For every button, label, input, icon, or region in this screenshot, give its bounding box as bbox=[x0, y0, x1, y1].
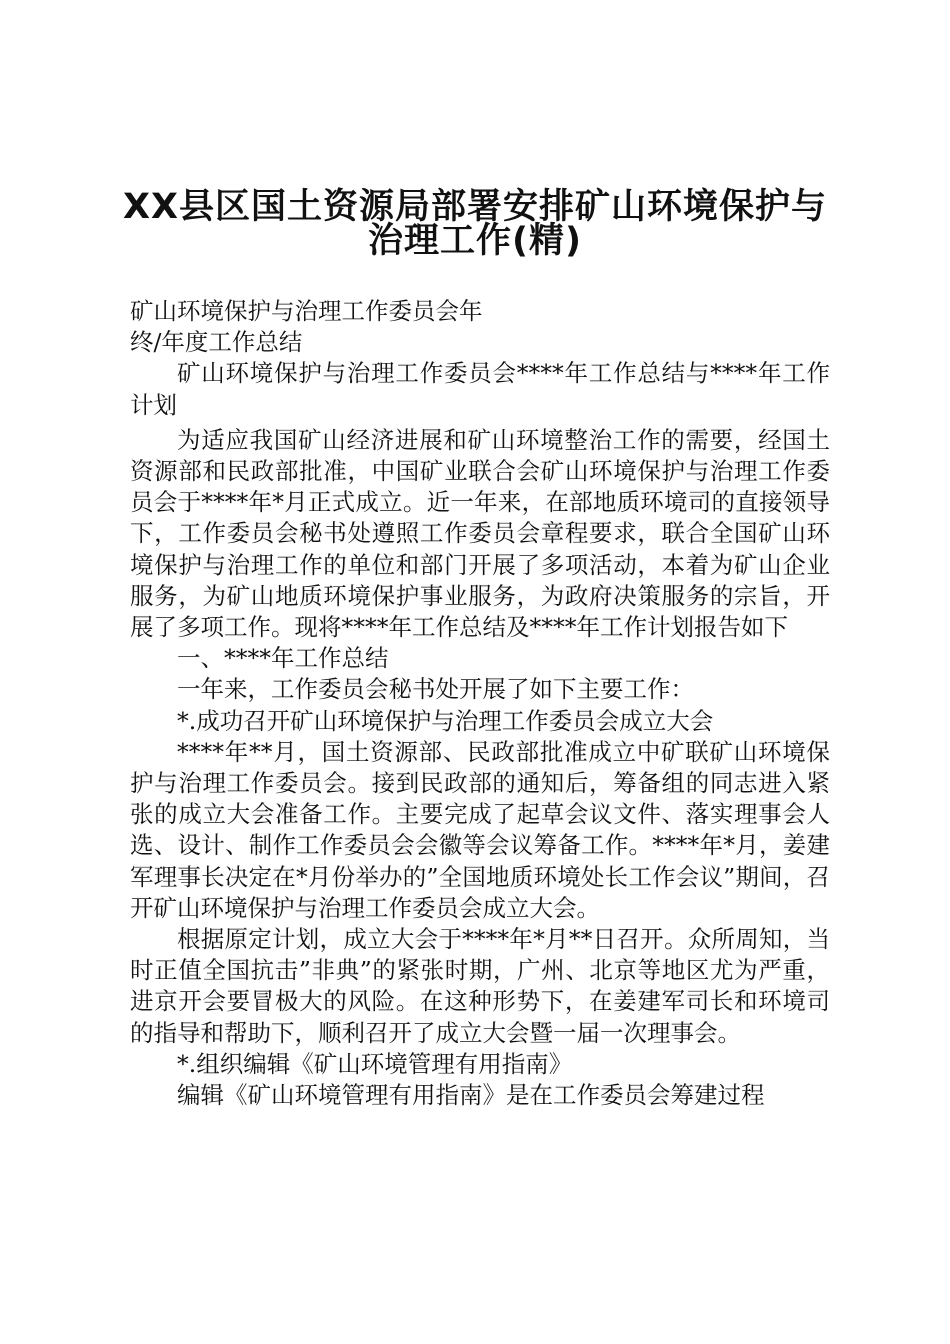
section-heading: 一、****年工作总结 bbox=[177, 644, 389, 673]
paragraph: 一年来，工作委员会秘书处开展了如下主要工作： bbox=[177, 675, 694, 704]
paragraph: ****年**月，国土资源部、民政部批准成立中矿联矿山环境保护与治理工作委员会。接到民政部的通知后，筹备组的同志进入紧张的成立大会准备工作。主要完成了起草会议文件、落实理事会人选、设计、制作工作委员会会徽等会议筹备工作。****年*月，姜建军理事长决定在*月份举办的”全国地质环境处长工作会议”期间，召开矿山环境保护与治理工作委员会成立大会。 bbox=[130, 737, 830, 922]
subsection-heading: *.成功召开矿山环境保护与治理工作委员会成立大会 bbox=[177, 706, 714, 735]
document-body bbox=[130, 296, 830, 1111]
paragraph: 终/年度工作总结 bbox=[130, 328, 303, 357]
paragraph: 为适应我国矿山经济进展和矿山环境整治工作的需要，经国土资源部和民政部批准，中国矿业联合会矿山环境保护与治理工作委员会于****年*月正式成立。近一年来，在部地质环境司的直接领导下，工作委员会秘书处遵照工作委员会章程要求，联合全国矿山环境保护与治理工作的单位和部门开展了多项活动，本着为矿山企业服务，为矿山地质环境保护事业服务，为政府决策服务的宗旨，开展了多项工作。现将****年工作总结及****年工作计划报告如下 bbox=[130, 425, 830, 642]
paragraph: 编辑《矿山环境管理有用指南》是在工作委员会筹建过程 bbox=[177, 1081, 765, 1110]
paragraph: 矿山环境保护与治理工作委员会年 bbox=[130, 297, 483, 325]
subsection-heading: *.组织编辑《矿山环境管理有用指南》 bbox=[177, 1049, 573, 1078]
paragraph: 根据原定计划，成立大会于****年*月**日召开。众所周知，当时正值全国抗击”非典”的紧张时期，广州、北京等地区尤为严重，进京开会要冒极大的风险。在这种形势下，在姜建军司长和环境司的指导和帮助下，顺利召开了成立大会暨一届一次理事会。 bbox=[130, 925, 830, 1047]
document-title-line-1: XX县区国土资源局部署安排矿山环境保护与 bbox=[123, 187, 827, 227]
paragraph: 矿山环境保护与治理工作委员会****年工作总结与****年工作计划 bbox=[130, 359, 830, 419]
document-title-line-2: 治理工作(精) bbox=[368, 221, 582, 261]
